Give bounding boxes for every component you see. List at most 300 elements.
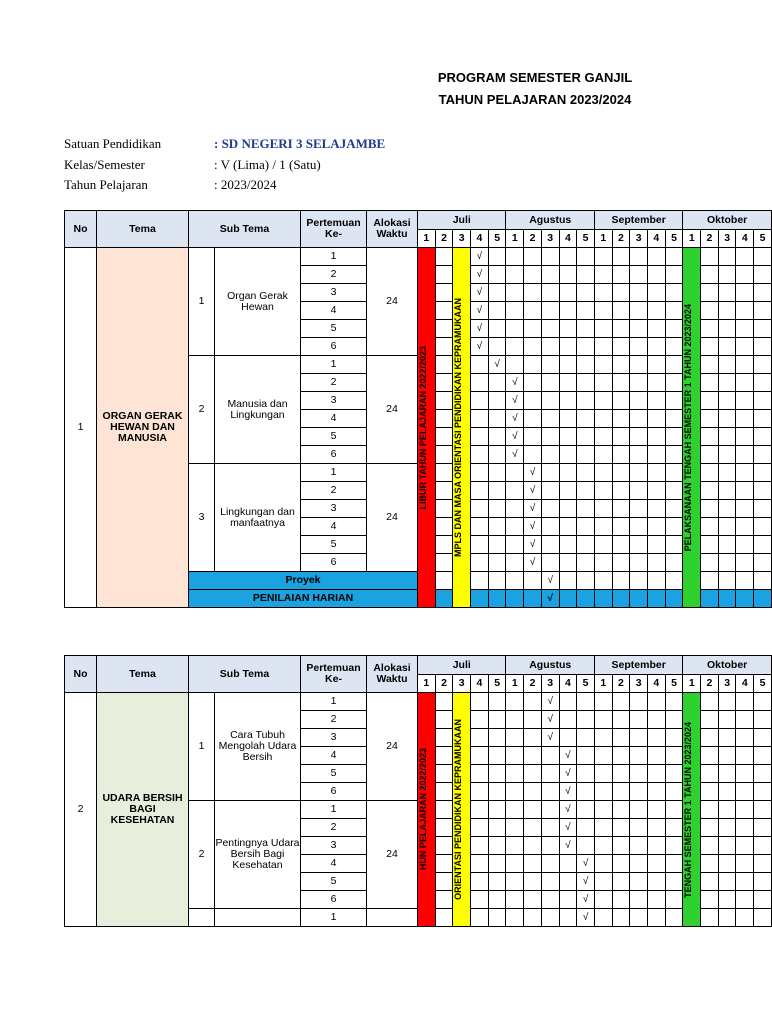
week-cell <box>736 747 754 765</box>
week-cell <box>736 837 754 855</box>
week-cell <box>630 446 648 464</box>
week-cell <box>718 266 736 284</box>
check-mark: √ <box>512 395 518 406</box>
week-cell <box>488 320 506 338</box>
meeting-no: 5 <box>301 320 367 338</box>
week-cell <box>701 392 719 410</box>
week-cell <box>665 855 683 873</box>
week-cell <box>612 392 630 410</box>
week-cell <box>577 837 595 855</box>
header-week: 2 <box>701 675 719 693</box>
week-cell <box>524 873 542 891</box>
week-cell <box>506 590 524 608</box>
week-cell <box>541 464 559 482</box>
week-cell <box>736 783 754 801</box>
week-cell <box>488 266 506 284</box>
week-cell <box>665 302 683 320</box>
week-cell <box>488 711 506 729</box>
week-cell <box>577 536 595 554</box>
week-cell <box>435 711 453 729</box>
week-cell <box>630 729 648 747</box>
check-mark: √ <box>529 503 536 514</box>
week-cell <box>648 428 666 446</box>
week-cell <box>665 482 683 500</box>
week-cell <box>736 590 754 608</box>
week-cell <box>718 248 736 266</box>
week-cell <box>541 909 559 927</box>
week-cell <box>718 873 736 891</box>
week-cell <box>524 572 542 590</box>
meeting-no: 1 <box>301 464 367 482</box>
week-cell <box>471 711 489 729</box>
check-mark: √ <box>476 341 483 352</box>
week-check <box>524 500 542 518</box>
check-mark: √ <box>547 714 553 725</box>
week-cell <box>718 891 736 909</box>
week-check <box>541 729 559 747</box>
week-cell <box>435 747 453 765</box>
week-cell <box>435 693 453 711</box>
week-cell <box>648 302 666 320</box>
week-cell <box>594 855 612 873</box>
week-cell <box>541 446 559 464</box>
meeting-no: 2 <box>301 711 367 729</box>
week-cell <box>630 765 648 783</box>
week-cell <box>701 356 719 374</box>
week-cell <box>541 873 559 891</box>
header-month: Juli <box>418 211 506 230</box>
header-week: 1 <box>418 675 436 693</box>
week-cell <box>594 711 612 729</box>
week-cell <box>524 711 542 729</box>
meeting-no: 4 <box>301 518 367 536</box>
week-cell <box>435 302 453 320</box>
week-cell <box>718 909 736 927</box>
week-cell <box>718 554 736 572</box>
week-cell <box>435 783 453 801</box>
week-cell <box>524 266 542 284</box>
check-mark: √ <box>547 593 553 604</box>
week-cell <box>718 590 736 608</box>
week-check <box>541 590 559 608</box>
header-week: 2 <box>612 230 630 248</box>
week-cell <box>754 891 772 909</box>
week-cell <box>506 693 524 711</box>
header-week: 1 <box>594 675 612 693</box>
week-cell <box>594 446 612 464</box>
week-cell <box>718 855 736 873</box>
week-cell <box>701 873 719 891</box>
alokasi-waktu: 24 <box>367 464 418 572</box>
header-week: 3 <box>630 675 648 693</box>
week-cell <box>665 729 683 747</box>
week-cell <box>541 374 559 392</box>
week-cell <box>594 428 612 446</box>
week-cell <box>471 554 489 572</box>
week-cell <box>648 909 666 927</box>
week-cell <box>736 266 754 284</box>
band-libur-label: HUN PELAJARAN 2022/2023 <box>418 748 428 871</box>
week-cell <box>577 266 595 284</box>
week-cell <box>488 765 506 783</box>
header-week: 5 <box>577 230 595 248</box>
week-cell <box>648 711 666 729</box>
week-cell <box>577 819 595 837</box>
week-cell <box>559 392 577 410</box>
week-cell <box>718 464 736 482</box>
header-week: 5 <box>488 230 506 248</box>
week-cell <box>435 266 453 284</box>
week-cell <box>630 891 648 909</box>
week-cell <box>665 338 683 356</box>
week-cell <box>701 410 719 428</box>
week-cell <box>524 909 542 927</box>
week-check <box>471 320 489 338</box>
band-libur <box>418 693 436 927</box>
week-cell <box>630 482 648 500</box>
week-cell <box>736 554 754 572</box>
week-cell <box>665 873 683 891</box>
week-cell <box>577 446 595 464</box>
week-cell <box>665 320 683 338</box>
week-cell <box>754 392 772 410</box>
week-cell <box>488 590 506 608</box>
header-tema: Tema <box>97 211 189 248</box>
week-cell <box>701 855 719 873</box>
alokasi-waktu: 24 <box>367 356 418 464</box>
week-cell <box>736 356 754 374</box>
week-cell <box>488 428 506 446</box>
week-cell <box>701 783 719 801</box>
week-cell <box>506 855 524 873</box>
check-mark: √ <box>565 786 571 797</box>
check-mark: √ <box>565 750 571 761</box>
meeting-no: 3 <box>301 392 367 410</box>
week-cell <box>541 356 559 374</box>
week-cell <box>665 518 683 536</box>
week-cell <box>630 266 648 284</box>
band-mpls <box>453 693 471 927</box>
week-cell <box>648 536 666 554</box>
week-cell <box>559 338 577 356</box>
week-cell <box>559 248 577 266</box>
week-cell <box>665 464 683 482</box>
week-cell <box>488 248 506 266</box>
week-cell <box>435 837 453 855</box>
header-week: 5 <box>665 230 683 248</box>
check-mark: √ <box>565 840 571 851</box>
week-cell <box>718 302 736 320</box>
week-cell <box>648 590 666 608</box>
week-cell <box>594 518 612 536</box>
week-cell <box>754 446 772 464</box>
week-cell <box>541 410 559 428</box>
doc-title-line1: PROGRAM SEMESTER GANJIL <box>437 70 633 85</box>
week-cell <box>488 855 506 873</box>
week-cell <box>701 765 719 783</box>
meeting-no: 2 <box>301 266 367 284</box>
header-week: 3 <box>541 230 559 248</box>
week-cell <box>612 873 630 891</box>
week-cell <box>435 891 453 909</box>
week-cell <box>577 801 595 819</box>
week-cell <box>506 554 524 572</box>
week-cell <box>701 284 719 302</box>
week-cell <box>612 855 630 873</box>
week-cell <box>435 873 453 891</box>
week-cell <box>524 410 542 428</box>
week-cell <box>524 837 542 855</box>
week-cell <box>754 266 772 284</box>
week-cell <box>612 284 630 302</box>
week-cell <box>594 464 612 482</box>
header-week: 3 <box>541 675 559 693</box>
week-cell <box>541 747 559 765</box>
tema-no: 1 <box>65 248 97 608</box>
week-cell <box>630 572 648 590</box>
week-cell <box>594 837 612 855</box>
header-subtema: Sub Tema <box>189 656 301 693</box>
check-mark: √ <box>529 521 536 532</box>
week-cell <box>612 747 630 765</box>
header-week: 1 <box>418 230 436 248</box>
week-cell <box>754 837 772 855</box>
week-cell <box>559 410 577 428</box>
week-cell <box>630 320 648 338</box>
week-cell <box>577 783 595 801</box>
week-cell <box>488 554 506 572</box>
week-cell <box>471 374 489 392</box>
subtema-name: Cara Tubuh Mengolah Udara Bersih <box>215 693 301 801</box>
week-cell <box>524 855 542 873</box>
week-cell <box>612 248 630 266</box>
week-cell <box>648 374 666 392</box>
week-cell <box>736 464 754 482</box>
week-cell <box>754 464 772 482</box>
week-cell <box>577 302 595 320</box>
table-row <box>65 693 772 711</box>
check-mark: √ <box>529 539 536 550</box>
week-cell <box>471 909 489 927</box>
week-cell <box>754 572 772 590</box>
week-cell <box>612 446 630 464</box>
week-check <box>471 266 489 284</box>
week-cell <box>648 729 666 747</box>
week-cell <box>612 765 630 783</box>
week-cell <box>736 891 754 909</box>
week-cell <box>524 320 542 338</box>
check-mark: √ <box>529 557 536 568</box>
week-cell <box>630 819 648 837</box>
header-subtema: Sub Tema <box>189 211 301 248</box>
week-cell <box>754 747 772 765</box>
week-cell <box>471 873 489 891</box>
week-cell <box>648 518 666 536</box>
week-cell <box>524 392 542 410</box>
week-cell <box>594 536 612 554</box>
week-cell <box>630 428 648 446</box>
week-cell <box>471 783 489 801</box>
table-row <box>65 248 772 266</box>
meeting-no: 5 <box>301 873 367 891</box>
week-cell <box>541 554 559 572</box>
info-label: Tahun Pelajaran <box>64 177 148 192</box>
week-cell <box>488 482 506 500</box>
week-cell <box>559 284 577 302</box>
band-libur-label: LIBUR TAHUN PELAJARAN 2022/2023 <box>418 345 428 510</box>
week-cell <box>701 819 719 837</box>
week-cell <box>435 338 453 356</box>
week-cell <box>506 302 524 320</box>
week-cell <box>665 248 683 266</box>
week-cell <box>594 729 612 747</box>
week-cell <box>754 693 772 711</box>
week-cell <box>754 374 772 392</box>
week-cell <box>471 482 489 500</box>
alokasi-waktu <box>367 909 418 927</box>
week-cell <box>435 320 453 338</box>
meeting-no: 5 <box>301 428 367 446</box>
week-cell <box>594 500 612 518</box>
week-cell <box>559 464 577 482</box>
week-cell <box>718 729 736 747</box>
week-cell <box>559 500 577 518</box>
week-cell <box>701 248 719 266</box>
check-mark: √ <box>512 449 518 460</box>
subtema-no: 2 <box>189 356 215 464</box>
week-cell <box>630 500 648 518</box>
week-cell <box>630 536 648 554</box>
week-cell <box>559 590 577 608</box>
week-cell <box>612 891 630 909</box>
header-week: 4 <box>559 675 577 693</box>
week-cell <box>701 909 719 927</box>
week-cell <box>754 909 772 927</box>
week-check <box>559 801 577 819</box>
week-cell <box>736 284 754 302</box>
week-cell <box>559 428 577 446</box>
week-cell <box>559 554 577 572</box>
week-cell <box>736 374 754 392</box>
week-cell <box>718 518 736 536</box>
week-cell <box>594 410 612 428</box>
week-cell <box>718 446 736 464</box>
week-cell <box>471 855 489 873</box>
week-cell <box>488 909 506 927</box>
band-pts-label: PELAKSANAAN TENGAH SEMESTER 1 TAHUN 2023/2024 <box>683 303 694 552</box>
week-cell <box>594 891 612 909</box>
check-mark: √ <box>512 413 518 424</box>
week-cell <box>506 284 524 302</box>
week-check <box>506 410 524 428</box>
week-cell <box>754 518 772 536</box>
week-cell <box>524 248 542 266</box>
week-cell <box>630 410 648 428</box>
subtema-name: Organ Gerak Hewan <box>215 248 301 356</box>
week-cell <box>524 590 542 608</box>
week-cell <box>612 572 630 590</box>
band-mpls-label: ORIENTASI PENDIDIKAN KEPRAMUKAAN <box>453 719 464 900</box>
week-cell <box>471 536 489 554</box>
week-check <box>559 783 577 801</box>
week-cell <box>612 482 630 500</box>
week-cell <box>506 464 524 482</box>
week-cell <box>736 428 754 446</box>
check-mark: √ <box>582 912 589 923</box>
week-check <box>541 693 559 711</box>
week-cell <box>612 428 630 446</box>
week-cell <box>630 374 648 392</box>
week-cell <box>612 554 630 572</box>
week-cell <box>541 284 559 302</box>
week-cell <box>630 855 648 873</box>
week-cell <box>754 428 772 446</box>
week-cell <box>471 446 489 464</box>
week-cell <box>577 729 595 747</box>
week-cell <box>701 837 719 855</box>
week-cell <box>594 554 612 572</box>
meeting-no: 3 <box>301 729 367 747</box>
week-cell <box>665 284 683 302</box>
week-check <box>524 482 542 500</box>
week-cell <box>488 837 506 855</box>
week-cell <box>648 338 666 356</box>
week-cell <box>665 500 683 518</box>
week-cell <box>524 693 542 711</box>
week-cell <box>559 302 577 320</box>
check-mark: √ <box>529 485 536 496</box>
week-check <box>559 837 577 855</box>
week-cell <box>559 374 577 392</box>
week-cell <box>577 482 595 500</box>
week-cell <box>594 482 612 500</box>
header-month: Juli <box>418 656 506 675</box>
band-pts-label: TENGAH SEMESTER 1 TAHUN 2023/2024 <box>683 721 694 898</box>
week-cell <box>718 572 736 590</box>
week-cell <box>612 783 630 801</box>
week-cell <box>488 801 506 819</box>
week-cell <box>754 482 772 500</box>
week-cell <box>524 765 542 783</box>
week-cell <box>541 482 559 500</box>
week-cell <box>577 410 595 428</box>
week-cell <box>736 855 754 873</box>
week-cell <box>524 801 542 819</box>
week-cell <box>754 873 772 891</box>
header-week: 3 <box>630 230 648 248</box>
week-cell <box>701 590 719 608</box>
header-month: Agustus <box>506 656 594 675</box>
meeting-no: 6 <box>301 338 367 356</box>
week-cell <box>648 747 666 765</box>
week-check <box>559 819 577 837</box>
tema-name: ORGAN GERAK HEWAN DAN MANUSIA <box>97 248 189 608</box>
header-week: 4 <box>648 230 666 248</box>
subtema-name: Pentingnya Udara Bersih Bagi Kesehatan <box>215 801 301 909</box>
week-cell <box>648 873 666 891</box>
header-week: 3 <box>718 230 736 248</box>
week-cell <box>471 356 489 374</box>
check-mark: √ <box>476 287 483 298</box>
week-cell <box>736 711 754 729</box>
week-cell <box>736 392 754 410</box>
week-check <box>524 464 542 482</box>
week-cell <box>648 855 666 873</box>
week-cell <box>754 711 772 729</box>
doc-title-line2: TAHUN PELAJARAN 2023/2024 <box>438 92 632 107</box>
week-cell <box>754 536 772 554</box>
week-cell <box>701 500 719 518</box>
